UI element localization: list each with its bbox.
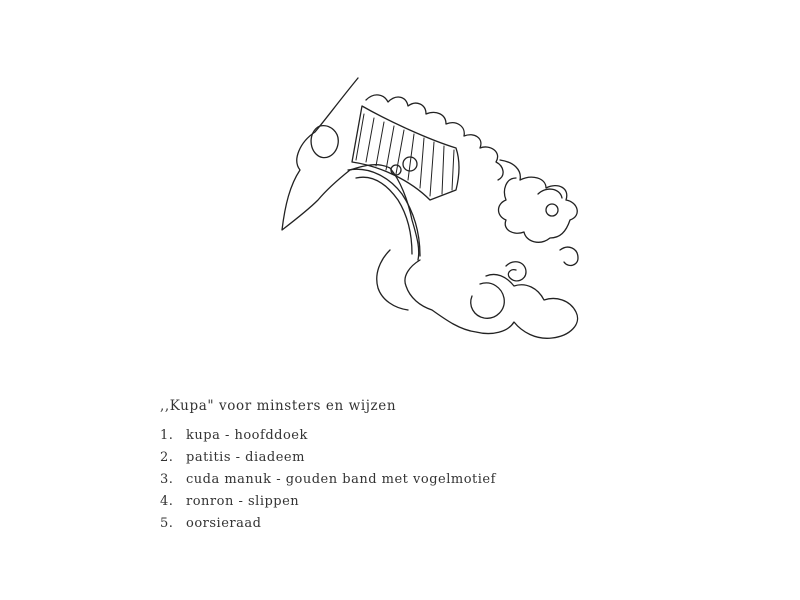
spiral-2 <box>560 247 578 265</box>
hatching <box>356 114 454 196</box>
legend-text: oorsieraad <box>186 516 262 531</box>
figure-caption: ,,Kupa" voor minsters en wijzen <box>160 398 397 414</box>
legend-item <box>160 494 496 516</box>
legend-text: kupa - hoofddoek <box>186 428 308 443</box>
legend-text: patitis - diadeem <box>186 450 305 465</box>
headdress-drawing <box>270 70 610 360</box>
legend-number: 2. <box>160 450 174 465</box>
legend-number: 1. <box>160 428 174 443</box>
ronron-flaps <box>405 260 578 338</box>
left-flap <box>377 250 408 310</box>
legend-item <box>160 428 496 450</box>
ear-ornament <box>471 283 505 318</box>
bird-eye <box>546 204 558 216</box>
bird-motif <box>499 160 578 242</box>
legend-number: 4. <box>160 494 174 509</box>
legend-list <box>160 428 496 538</box>
legend-number: 3. <box>160 472 174 487</box>
diadem <box>348 169 420 256</box>
legend-item <box>160 472 496 494</box>
legend-number: 5. <box>160 516 174 531</box>
legend-item <box>160 450 496 472</box>
legend-text: cuda manuk - gouden band met vogelmotief <box>186 472 496 487</box>
spiral-1 <box>506 262 526 281</box>
legend-item <box>160 516 496 538</box>
left-lobe <box>311 126 338 158</box>
legend-text: ronron - slippen <box>186 494 300 509</box>
bird-crest <box>538 189 562 198</box>
headdress-line-drawing-icon <box>270 70 610 360</box>
